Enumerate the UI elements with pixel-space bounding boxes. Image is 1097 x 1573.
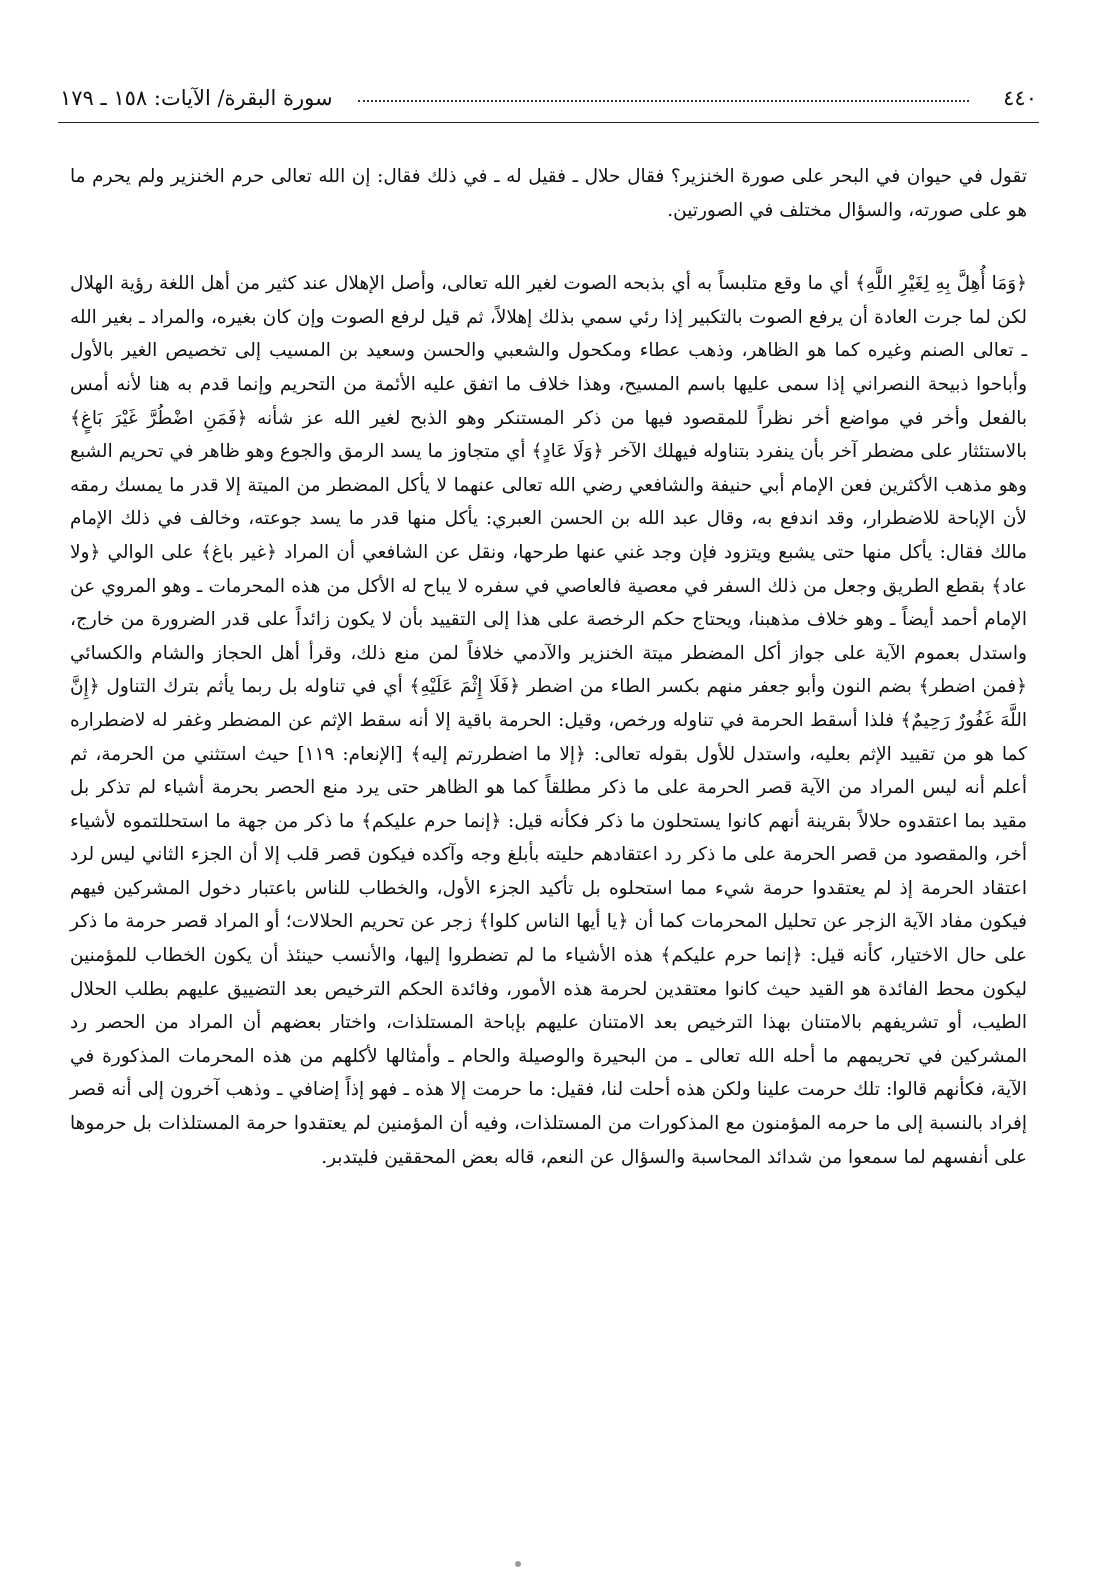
header-rule [58,122,1039,123]
header-leader-dots [358,100,969,102]
scan-mark [515,1561,521,1567]
paragraph: ﴿وَمَا أُهِلَّ بِهِ لِغَيْرِ اللَّهِ﴾ أي ما وقع متلبساً به أي بذبحه الصوت لغير الله تعالى، وأصل الإهلال عند كثير من أهل اللغة رؤية الهلال لكن لما جرت العادة أن يرفع الصوت بالتكبير إذا رئي سمي بذلك إهلالاً، ثم قيل لرفع الصوت وإن كان بغيره، والمراد ـ بغير الله ـ تعالى الصنم وغيره كما هو الظاهر، وذهب عطاء ومكحول والشعبي والحسن وسعيد بن المسيب إلى تخصيص الغير بالأول وأباحوا ذبيحة النصراني إذا سمى عليها باسم المسيح، وهذا خلاف ما اتفق عليه الأئمة من التحريم وإنما قدم به هنا لأنه أمس بالفعل وأخر في مواضع أخر نظراً للمقصود فيها من ذكر المستنكر وهو الذبح لغير الله عز شأنه ﴿فَمَنِ اضْطُرَّ غَيْرَ بَاغٍ﴾ بالاستئثار على مضطر آخر بأن ينفرد بتناوله فيهلك الآخر ﴿وَلَا عَادٍ﴾ أي متجاوز ما يسد الرمق والجوع وهو ظاهر في تحريم الشبع وهو مذهب الأكثرين فعن الإمام أبي حنيفة والشافعي رضي الله تعالى عنهما لا يأكل المضطر من الميتة إلا قدر ما يمسك رمقه لأن الإباحة للاضطرار، وقد اندفع به، وقال عبد الله بن الحسن العبري: يأكل منها قدر ما يسد جوعته، وخالف في ذلك الإمام مالك فقال: يأكل منها حتى يشبع ويتزود فإن وجد غني عنها طرحها، ونقل عن الشافعي أن المراد ﴿غير باغ﴾ على الوالي ﴿ولا عاد﴾ بقطع الطريق وجعل من ذلك السفر في معصية فالعاصي في سفره لا يباح له الأكل من هذه المحرمات ـ وهو المروي عن الإمام أحمد أيضاً ـ وهو خلاف مذهبنا، ويحتاج حكم الرخصة على هذا إلى التقييد بأن لا يكون زائداً على قدر الضرورة من خارج، واستدل بعموم الآية على جواز أكل المضطر ميتة الخنزير والآدمي خلافاً لمن منع ذلك، وقرأ أهل الحجاز والشام والكسائي ﴿فمن اضطر﴾ بضم النون وأبو جعفر منهم بكسر الطاء من اضطر ﴿فَلَا إِثْمَ عَلَيْهِ﴾ أي في تناوله بل ربما يأثم بترك التناول ﴿إِنَّ اللَّهَ غَفُورٌ رَحِيمٌ﴾ فلذا أسقط الحرمة في تناوله ورخص، وقيل: الحرمة باقية إلا أنه سقط الإثم عن المضطر وغفر له لاضطراره كما هو من تقييد الإثم بعليه، واستدل للأول بقوله تعالى: ﴿إلا ما اضطررتم إليه﴾ [الإنعام: ١١٩] حيث استثني من الحرمة، ثم أعلم أنه ليس المراد من الآية قصر الحرمة على ما ذكر مطلقاً كما هو الظاهر حتى يرد منع الحصر بحرمة أشياء لم تذكر بل مقيد بما اعتقدوه حلالاً بقرينة أنهم كانوا يستحلون ما ذكر فكأنه قيل: ﴿إنما حرم عليكم﴾ ما ذكر من جهة ما استحللتموه لأشياء أخر، والمقصود من قصر الحرمة على ما ذكر رد اعتقادهم حليته بأبلغ وجه وآكده فيكون قصر قلب إلا أن الجزء الثاني ليس لرد اعتقاد الحرمة إذ لم يعتقدوا حرمة شيء مما استحلوه بل تأكيد الجزء الأول، والخطاب للناس باعتبار دخول المشركين فيهم فيكون مفاد الآية الزجر عن تحليل المحرمات كما أن ﴿يا أيها الناس كلوا﴾ زجر عن تحريم الحلالات؛ أو المراد قصر حرمة ما ذكر على حال الاختيار، كأنه قيل: ﴿إنما حرم عليكم﴾ هذه الأشياء ما لم تضطروا إليها، والأنسب حينئذ أن يكون الخطاب للمؤمنين ليكون محط الفائدة هو القيد حيث كانوا معتقدين لحرمة هذه الأمور، وفائدة الحكم الترخيص بعد التضييق عليهم بطلب الحلال الطيب، أو تشريفهم بالامتنان بهذا الترخيص بعد الامتنان عليهم بإباحة المستلذات، واختار بعضهم أن المراد من الحصر رد المشركين في تحريمهم ما أحله الله تعالى ـ من البحيرة والوصيلة والحام ـ وأمثالها لأكلهم من هذه المحرمات المذكورة في الآية، فكأنهم قالوا: تلك حرمت علينا ولكن هذه أحلت لنا، فقيل: ما حرمت إلا هذه ـ فهو إذاً إضافي ـ وذهب آخرون إلى أنه قصر إفراد بالنسبة إلى ما حرمه المؤمنون مع المذكورات من المستلذات، وفيه أن المؤمنين لم يعتقدوا حرمة المستلذات بل حرموها على أنفسهم لما سمعوا من شدائد المحاسبة والسؤال عن النعم، قاله بعض المحققين فليتدبر. [70,273,1027,1168]
page-number: ٤٤٠ [1003,86,1037,110]
running-title: سورة البقرة/ الآيات: ١٥٨ ـ ١٧٩ [60,86,333,110]
page-header [58,86,1039,120]
page-body [70,160,1027,1174]
paragraph: تقول في حيوان في البحر على صورة الخنزير؟ فقال حلال ـ فقيل له ـ في ذلك فقال: إن الله تعالى حرم الخنزير ولم يحرم ما هو على صورته، والسؤال مختلف في الصورتين. [70,166,1027,221]
